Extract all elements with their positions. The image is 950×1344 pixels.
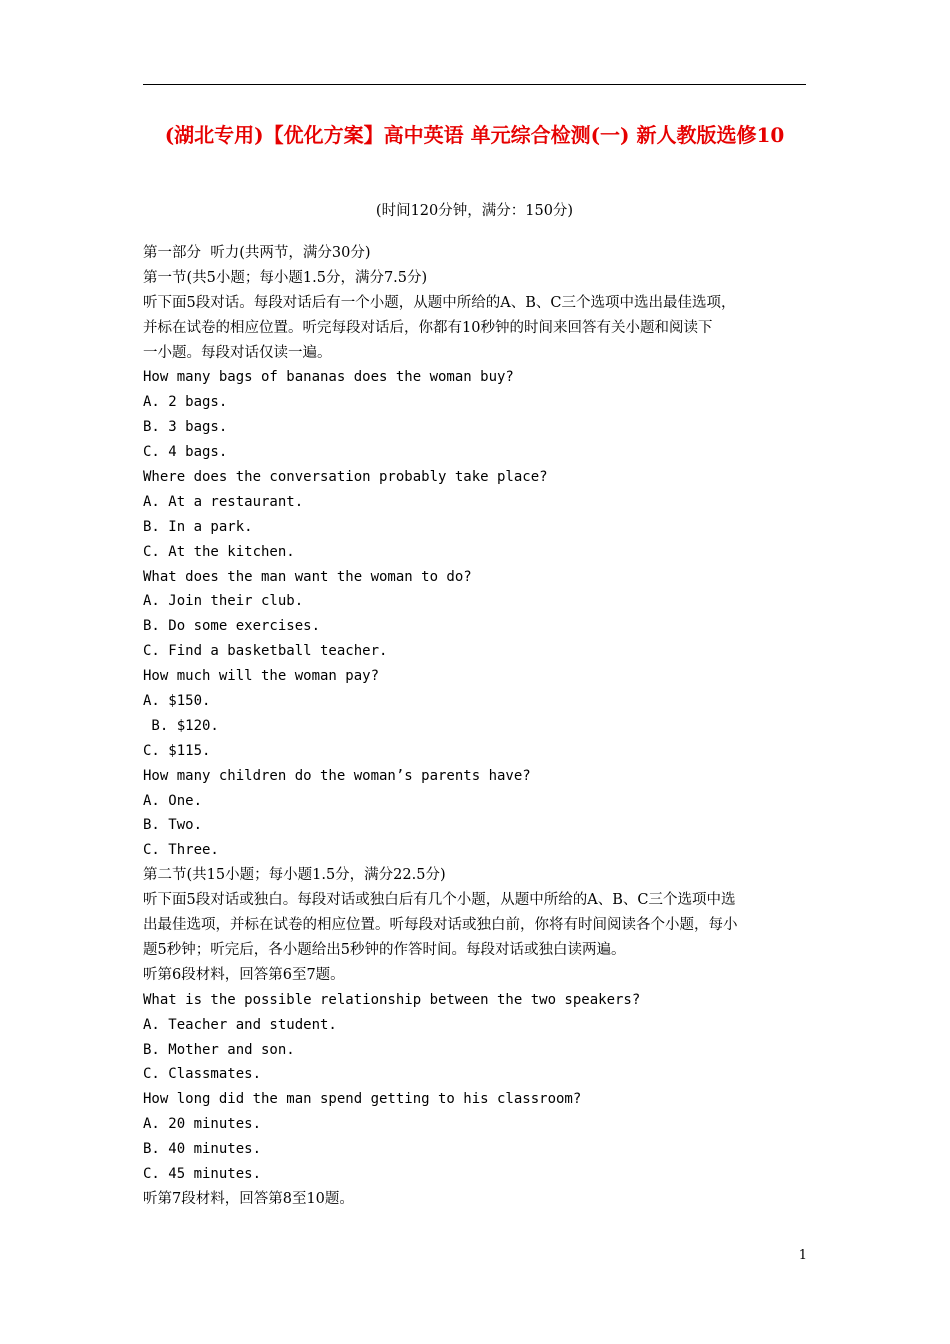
text-line: C. Classmates. [143,1066,262,1083]
text-line: What is the possible relationship between the two speakers? [143,991,641,1008]
text-line: 题5秒钟；听完后，各小题给出5秒钟的作答时间。每段对话或独白读两遍。 [143,941,626,958]
text-line: B. In a park. [143,518,253,535]
text-line: A. $150. [143,693,211,710]
text-line: B. Do some exercises. [143,618,321,635]
text-line: A. One. [143,792,203,809]
document-title: (湖北专用)【优化方案】高中英语 单元综合检测(一) 新人教版选修10 [164,123,785,147]
text-line: B. 3 bags. [143,419,228,436]
text-line: How much will the woman pay? [143,668,380,685]
text-line: C. Find a basketball teacher. [143,643,388,660]
text-line: C. $115. [143,742,211,759]
document-body [143,241,813,1212]
text-line: C. Three. [143,842,219,859]
text-line: B. Mother and son. [143,1041,295,1058]
text-line: 第一部分 听力(共两节，满分30分) [143,245,371,261]
text-line: A. 20 minutes. [143,1116,262,1133]
text-line: 听第7段材料，回答第8至10题。 [143,1190,354,1207]
text-line: B. $120. [143,717,219,734]
text-line: 听下面5段对话或独白。每段对话或独白后有几个小题，从题中所给的A、B、C三个选项中选 [143,892,736,909]
text-line: Where does the conversation probably take place? [143,469,548,486]
text-line: How many children do the woman’s parents have? [143,767,531,784]
text-line: 第一节(共5小题；每小题1.5分，满分7.5分) [143,269,428,286]
text-line: A. Join their club. [143,593,304,610]
text-line: C. 45 minutes. [143,1165,262,1182]
text-line: 第二节(共15小题；每小题1.5分，满分22.5分) [143,867,446,884]
text-line: 出最佳选项，并标在试卷的相应位置。听每段对话或独白前，你将有时间阅读各个小题，每小 [143,917,738,934]
exam-info: (时间120分钟，满分：150分) [375,203,574,219]
text-line: C. 4 bags. [143,444,228,461]
text-line: B. 40 minutes. [143,1141,262,1158]
text-line: 听第6段材料，回答第6至7题。 [143,966,345,983]
text-line: 并标在试卷的相应位置。听完每段对话后，你都有10秒钟的时间来回答有关小题和阅读下 [143,319,713,336]
text-line: B. Two. [143,817,203,834]
text-line: How many bags of bananas does the woman buy? [143,369,514,386]
text-line: A. 2 bags. [143,394,228,411]
text-line: How long did the man spend getting to his classroom? [143,1091,582,1108]
text-line: What does the man want the woman to do? [143,568,472,585]
text-line: A. Teacher and student. [143,1016,337,1033]
text-line: C. At the kitchen. [143,543,295,560]
header-rule [143,84,806,85]
page-number: 1 [798,1248,807,1263]
text-line: 一小题。每段对话仅读一遍。 [143,344,332,361]
text-line: A. At a restaurant. [143,493,304,510]
text-line: 听下面5段对话。每段对话后有一个小题，从题中所给的A、B、C三个选项中选出最佳选项， [143,294,736,311]
